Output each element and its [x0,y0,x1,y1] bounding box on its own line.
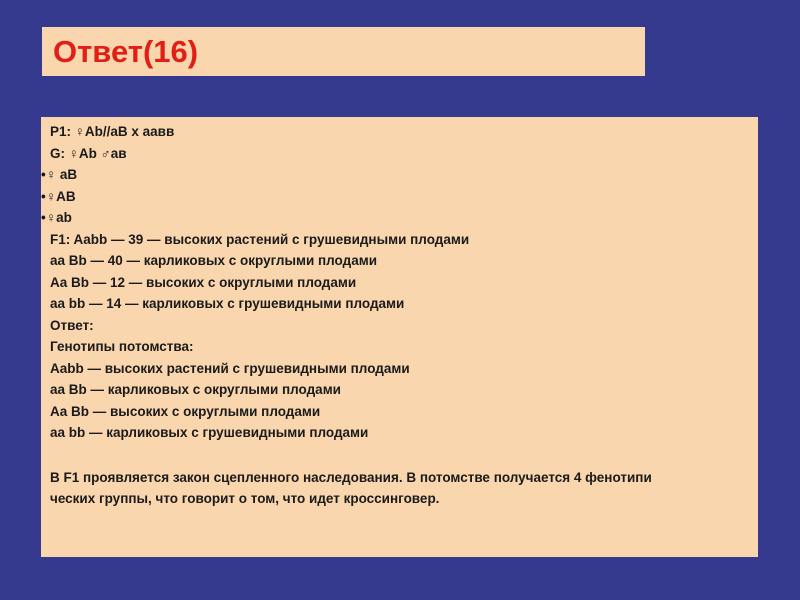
answer-line-text: P1: ♀Ab//aB x аавв [50,124,175,139]
conclusion-line: В F1 проявляется закон сцепленного наследования. В потомстве получается 4 фенотипи [50,470,652,485]
content-box [41,117,758,557]
answer-line-text: aa bb — 14 — карликовых с грушевидными плодами [50,296,405,311]
answer-line-text: G: ♀Ab ♂ав [50,145,127,161]
answer-line [41,336,758,358]
bullet-mark: • [41,210,46,225]
answer-line-text: ♀ab [46,210,72,225]
answer-line-text: aa Bb — карликовых с округлыми плодами [50,382,341,397]
answer-line [41,229,758,251]
answer-line-text: Aa Bb — 12 — высоких с округлыми плодами [50,274,357,290]
answer-line-text: ♀ aB [46,167,78,182]
answer-line [41,143,758,165]
answer-line [41,272,758,294]
bullet-mark: • [41,188,46,204]
answer-line-text: Aa Bb — высоких с округлыми плодами [50,403,321,419]
answer-line [41,422,758,444]
answer-line-text: aa bb — карликовых с грушевидными плодами [50,425,369,440]
answer-line-text: Ответ: [50,317,94,333]
title-box [42,27,645,76]
answer-line [41,315,758,337]
answer-line [41,207,758,229]
answer-line [41,401,758,423]
answer-line [41,293,758,315]
answer-line-text: Генотипы потомства: [50,339,194,354]
answer-line-text: F1: Aabb — 39 — высоких растений с грушевидными плодами [50,231,470,247]
answer-line [41,121,758,143]
answer-line-text: Aabb — высоких растений с грушевидными плодами [50,360,410,376]
answer-line [41,250,758,272]
conclusion-line: ческих группы, что говорит о том, что идет кроссинговер. [50,491,440,506]
answer-line [41,186,758,208]
answer-line-text: ♀AB [46,188,76,204]
conclusion [50,467,750,509]
bullet-mark: • [41,167,46,182]
answer-line-text: aa Bb — 40 — карликовых с округлыми плодами [50,253,377,268]
answer-line [41,358,758,380]
answer-line [41,164,758,186]
answer-line [41,379,758,401]
slide-title: Ответ(16) [53,34,199,69]
answer-lines [41,121,758,444]
